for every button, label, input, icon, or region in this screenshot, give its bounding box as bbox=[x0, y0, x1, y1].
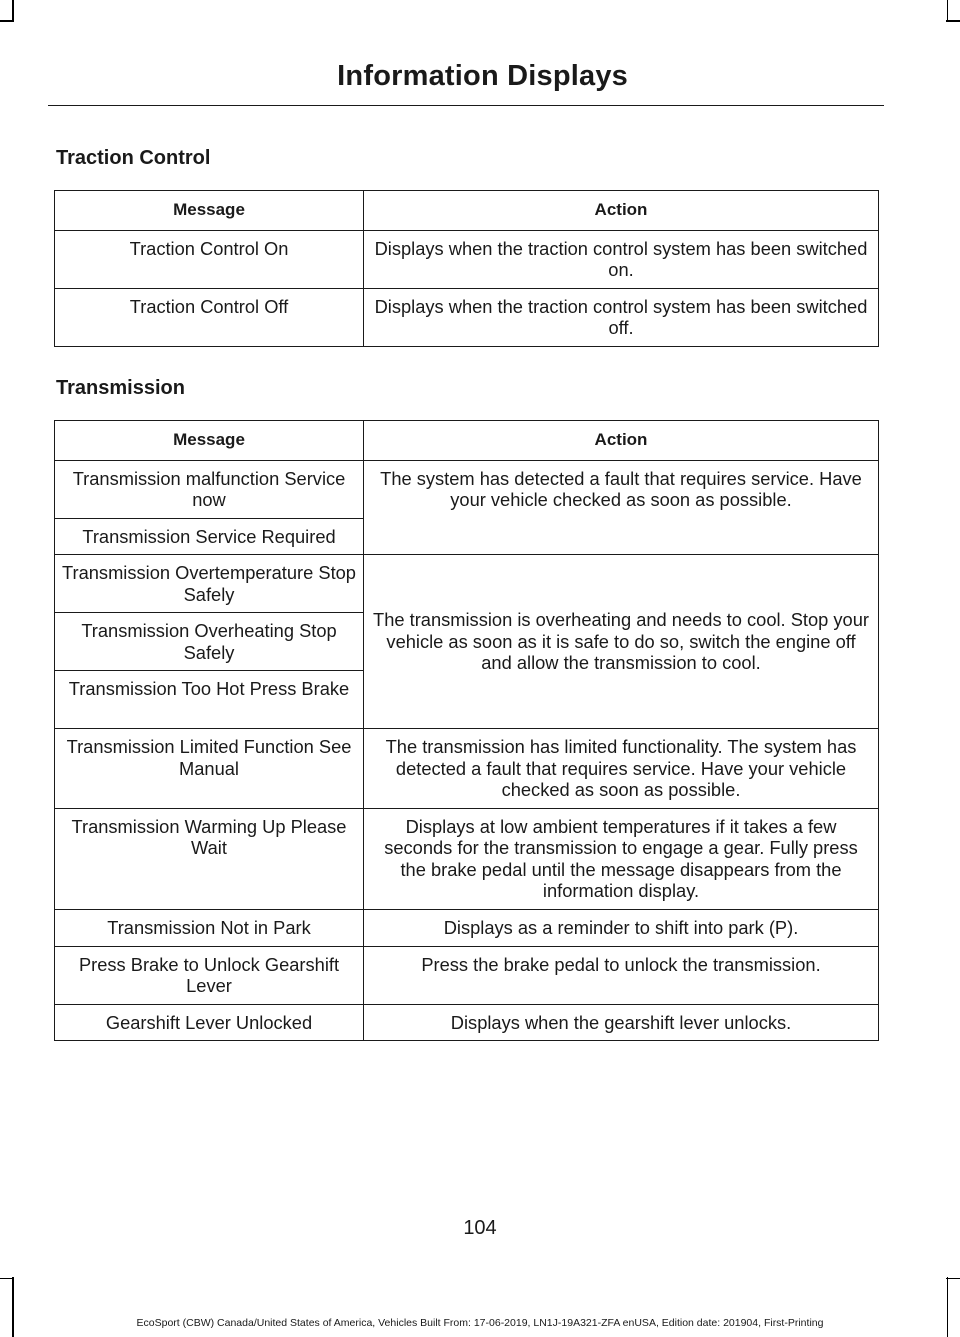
message-cell: Press Brake to Unlock Gearshift Lever bbox=[55, 946, 364, 1004]
action-cell: The transmission is overheating and needs to cool. Stop your vehicle as soon as it is safe to do so, switch the engine off and allow the transmission to cool. bbox=[364, 555, 879, 729]
crop-mark bbox=[946, 20, 960, 22]
table-row bbox=[55, 1004, 879, 1041]
message-cell: Transmission Too Hot Press Brake bbox=[55, 671, 364, 729]
crop-mark bbox=[0, 20, 14, 22]
action-cell: Displays when the traction control system has been switched on. bbox=[364, 230, 879, 288]
message-cell: Transmission malfunction Service now bbox=[55, 460, 364, 518]
transmission-table bbox=[54, 420, 879, 1041]
page-title: Information Displays bbox=[337, 60, 628, 92]
message-cell: Transmission Limited Function See Manual bbox=[55, 729, 364, 809]
message-cell: Gearshift Lever Unlocked bbox=[55, 1004, 364, 1041]
table-row bbox=[55, 460, 879, 518]
action-cell: The system has detected a fault that requires service. Have your vehicle checked as soon as possible. bbox=[364, 460, 879, 555]
action-cell: Displays when the traction control system has been switched off. bbox=[364, 288, 879, 346]
table-row bbox=[55, 909, 879, 946]
message-cell: Traction Control On bbox=[55, 230, 364, 288]
table-row bbox=[55, 230, 879, 288]
header-divider bbox=[48, 105, 884, 106]
crop-mark bbox=[946, 1278, 960, 1280]
message-cell: Transmission Overheating Stop Safely bbox=[55, 613, 364, 671]
traction-control-heading: Traction Control bbox=[56, 147, 211, 169]
message-cell: Transmission Overtemperature Stop Safely bbox=[55, 555, 364, 613]
action-cell: Displays as a reminder to shift into park (P). bbox=[364, 909, 879, 946]
transmission-heading: Transmission bbox=[56, 377, 185, 399]
message-cell: Transmission Warming Up Please Wait bbox=[55, 808, 364, 909]
table-row bbox=[55, 808, 879, 909]
action-cell: The transmission has limited functionality. The system has detected a fault that requires service. Have your vehicle checked as soon as possible. bbox=[364, 729, 879, 809]
crop-mark bbox=[947, 0, 949, 22]
table-row bbox=[55, 555, 879, 613]
traction-control-table bbox=[54, 190, 879, 347]
column-header-action: Action bbox=[364, 191, 879, 231]
table-header-row bbox=[55, 191, 879, 231]
table-row bbox=[55, 729, 879, 809]
crop-mark bbox=[12, 0, 14, 22]
action-cell: Press the brake pedal to unlock the transmission. bbox=[364, 946, 879, 1004]
crop-mark bbox=[0, 1278, 14, 1280]
footer-edition-info: EcoSport (CBW) Canada/United States of America, Vehicles Built From: 17-06-2019, LN1J-19A321-ZFA enUSA, Edition date: 201904, First-Printing bbox=[136, 1317, 824, 1329]
message-cell: Transmission Service Required bbox=[55, 518, 364, 555]
column-header-action: Action bbox=[364, 421, 879, 461]
message-cell: Transmission Not in Park bbox=[55, 909, 364, 946]
table-header-row bbox=[55, 421, 879, 461]
column-header-message: Message bbox=[55, 191, 364, 231]
page-number: 104 bbox=[463, 1217, 497, 1239]
table-row bbox=[55, 946, 879, 1004]
column-header-message: Message bbox=[55, 421, 364, 461]
message-cell: Traction Control Off bbox=[55, 288, 364, 346]
action-cell: Displays at low ambient temperatures if it takes a few seconds for the transmission to engage a gear. Fully press the brake pedal until the message disappears from the information display. bbox=[364, 808, 879, 909]
table-row bbox=[55, 288, 879, 346]
action-cell: Displays when the gearshift lever unlocks. bbox=[364, 1004, 879, 1041]
